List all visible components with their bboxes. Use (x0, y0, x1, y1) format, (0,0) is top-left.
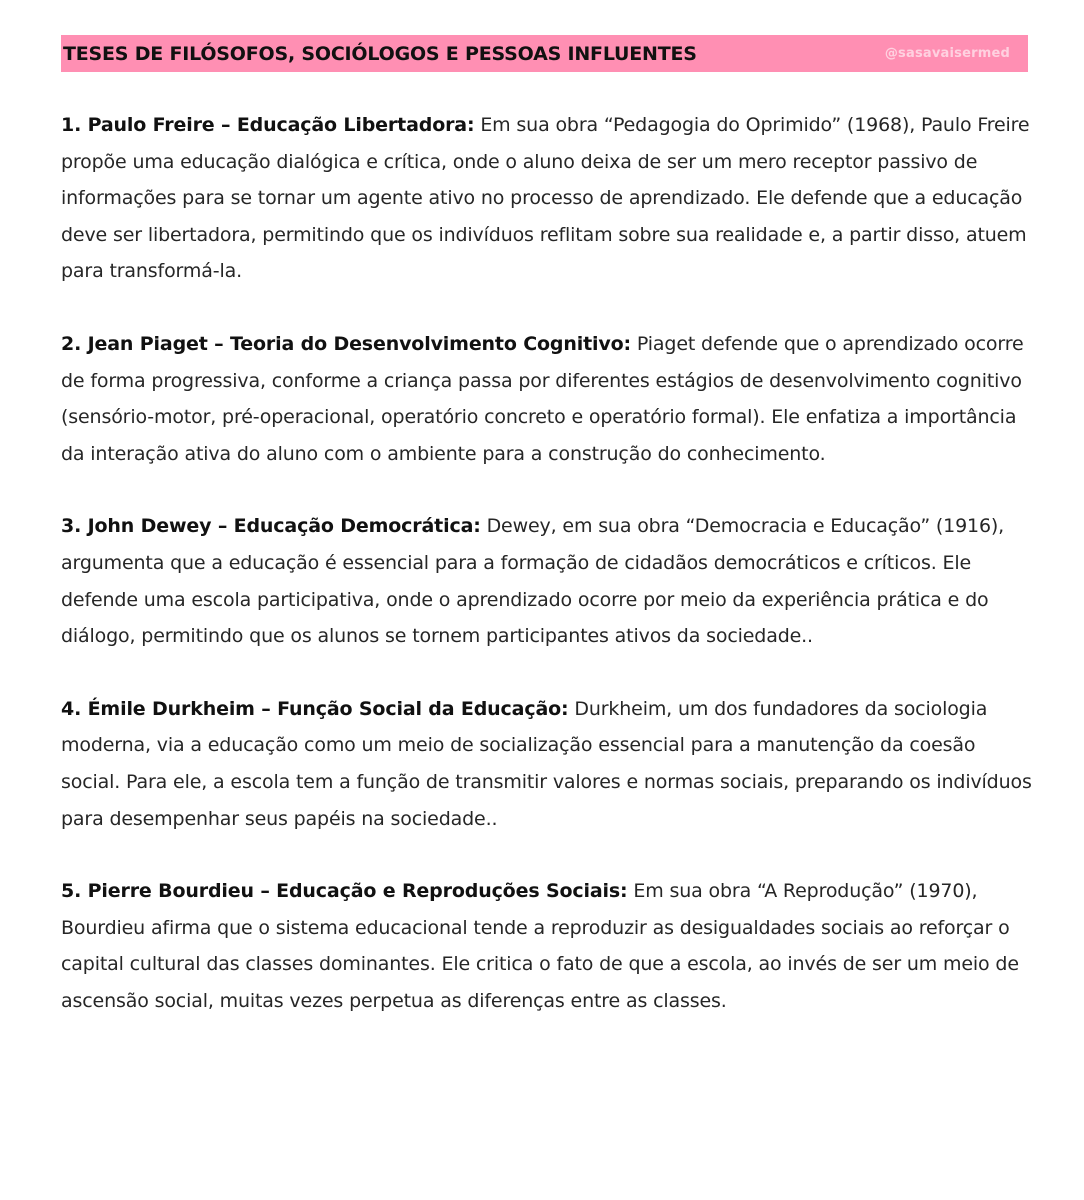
thesis-heading: 5. Pierre Bourdieu – Educação e Reproduções Sociais: (61, 880, 628, 903)
thesis-jean-piaget (61, 326, 1036, 472)
theses-list (61, 107, 1036, 1055)
thesis-body: Durkheim, um dos fundadores da sociologia moderna, via a educação como um meio de socialização essencial para a manutenção da coesão social. Para ele, a escola tem a função de transmitir valores e normas sociais, preparando os indivíduos para desempenhar seus papéis na sociedade.. (61, 697, 1032, 830)
page-title: TESES DE FILÓSOFOS, SOCIÓLOGOS E PESSOAS INFLUENTES (63, 42, 697, 65)
thesis-john-dewey (61, 508, 1036, 654)
thesis-body: Dewey, em sua obra “Democracia e Educação” (1916), argumenta que a educação é essencial para a formação de cidadãos democráticos e críticos. Ele defende uma escola participativa, onde o aprendizado ocorre por meio da experiência prática e do diálogo, permitindo que os alunos se tornem participantes ativos da sociedade.. (61, 515, 1005, 648)
thesis-pierre-bourdieu (61, 873, 1036, 1019)
title-banner (61, 35, 1028, 72)
thesis-emile-durkheim (61, 691, 1036, 837)
thesis-heading: 4. Émile Durkheim – Função Social da Educação: (61, 697, 569, 720)
author-handle: @sasavaisermed (884, 46, 1010, 61)
thesis-heading: 3. John Dewey – Educação Democrática: (61, 515, 481, 538)
thesis-paulo-freire (61, 107, 1036, 290)
thesis-body: Em sua obra “Pedagogia do Oprimido” (1968), Paulo Freire propõe uma educação dialógica e crítica, onde o aluno deixa de ser um mero receptor passivo de informações para se tornar um agente ativo no processo de aprendizado. Ele defende que a educação deve ser libertadora, permitindo que os indivíduos reflitam sobre sua realidade e, a partir disso, atuem para transformá-la. (61, 114, 1030, 283)
thesis-heading: 2. Jean Piaget – Teoria do Desenvolvimento Cognitivo: (61, 332, 632, 355)
thesis-heading: 1. Paulo Freire – Educação Libertadora: (61, 114, 475, 136)
thesis-body: Piaget defende que o aprendizado ocorre de forma progressiva, conforme a criança passa por diferentes estágios de desenvolvimento cognitivo (sensório-motor, pré-operacional, operatório concreto e operatório formal). Ele enfatiza a importância da interação ativa do aluno com o ambiente para a construção do conhecimento. (61, 332, 1024, 465)
thesis-body: Em sua obra “A Reprodução” (1970), Bourdieu afirma que o sistema educacional tende a reproduzir as desigualdades sociais ao reforçar o capital cultural das classes dominantes. Ele critica o fato de que a escola, ao invés de ser um meio de ascensão social, muitas vezes perpetua as diferenças entre as classes. (61, 880, 1019, 1012)
